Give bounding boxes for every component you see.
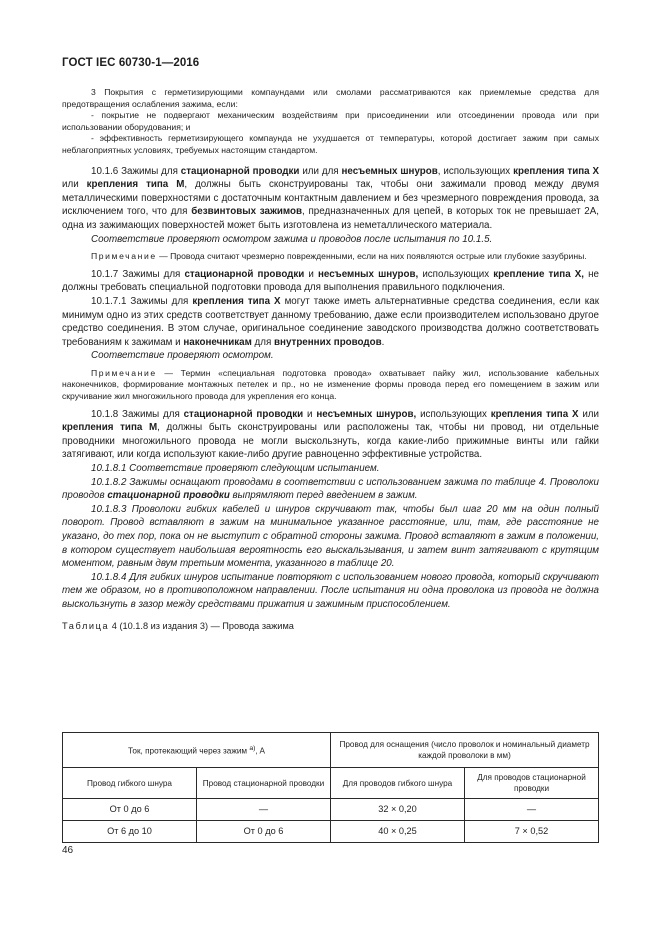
clause-10-1-7-1: 10.1.7.1 Зажимы для крепления типа X могут также иметь альтернативные средства соединения, если как минимум одно из этих средств соответствует данному требованию, даже если производителем использовано другое средство соединения. В этом случае, оригинальное соединение заводского производства должно соответствовать требованиям к зажимам и наконечникам для внутренних проводов. xyxy=(62,295,599,348)
table-header-row xyxy=(63,733,599,768)
clause-10-1-6-note: Примечание — Провода считают чрезмерно поврежденными, если на них появляются острые или глубокие зазубрины. xyxy=(91,251,587,262)
table-group-wire: Провод для оснащения (число проволок и номинальный диаметр каждой проволоки в мм) xyxy=(331,733,599,768)
table-cell: 32 × 0,20 xyxy=(331,799,465,821)
table-cell: От 0 до 6 xyxy=(63,799,197,821)
clause-10-1-6: 10.1.6 Зажимы для стационарной проводки или для несъемных шнуров, использующих крепления типа X или крепления типа M, должны быть сконструированы так, чтобы они зажимали провод между двумя металлическими поверхностями с достаточным контактным давлением и без чрезмерного повреждения провода, за исключением того, что для безвинтовых зажимов, предназначенных для цепей, в которых ток не превышает 2A, одна из зажимающих поверхностей может быть изготовлена из неметаллического материала. xyxy=(62,165,599,231)
table-subheader-row xyxy=(63,768,599,799)
clause-10-1-8-3: 10.1.8.3 Проволоки гибких кабелей и шнуров скручивают так, чтобы был шаг 20 мм на один полный поворот. Провод вставляют в зажим на минимальное указанное расстояние, или, там, где расстояние не указано, до тех пор, пока он не выступит с обратной стороны зажима. Провод вставляют в зажим в положении, в котором существует наибольшая вероятность его выскальзывания, и затем винт затягивают с крутящим моментом, равным двум третьим момента, указанного в таблице 20. xyxy=(62,503,599,570)
wire-table xyxy=(62,732,599,843)
table-col-flexible-wires: Для проводов гибкого шнура xyxy=(331,768,465,799)
table-row xyxy=(63,821,599,843)
table-cell: От 6 до 10 xyxy=(63,821,197,843)
clause-10-1-6-compliance: Соответствие проверяют осмотром зажима и проводов после испытания по 10.1.5. xyxy=(91,233,493,245)
clause-10-1-8-2: 10.1.8.2 Зажимы оснащают проводами в соответствии с использованием зажима по таблице 4. Проволоки проводов стационарной проводки выпрямляют перед введением в зажим. xyxy=(62,476,599,502)
table-cell: От 0 до 6 xyxy=(197,821,331,843)
page-number: 46 xyxy=(62,845,74,856)
clause-10-1-7: 10.1.7 Зажимы для стационарной проводки и несъемных шнуров, использующих крепление типа X, не должны требовать специальной подготовки провода для выполнения правильного подключения. xyxy=(62,268,599,294)
clause-10-1-7-1-compliance: Соответствие проверяют осмотром. xyxy=(91,350,274,362)
table-cell: 7 × 0,52 xyxy=(465,821,599,843)
table-caption: Таблица 4 (10.1.8 из издания 3) — Провода зажима xyxy=(62,620,294,631)
note-3-intro: 3 Покрытия с герметизирующими компаундами или смолами рассматриваются как приемлемые средства для предотвращения ослабления зажима, если: xyxy=(62,87,599,109)
note-3-item-1: - покрытие не подвергают механическим воздействиям при присоединении или отсоединении провода или при использовании оборудования; и xyxy=(62,110,599,132)
clause-10-1-8: 10.1.8 Зажимы для стационарной проводки и несъемных шнуров, использующих крепления типа X или крепления типа M, должны быть сконструированы или расположены так, чтобы ни провод, ни отдельные проводники многожильного провода не могли выскользнуть, когда какие-либо прижимные винты или гайки затягивают, или когда используют какие-либо другие равноценно эффективные устройства. xyxy=(62,408,599,461)
table-row xyxy=(63,799,599,821)
table-cell: 40 × 0,25 xyxy=(331,821,465,843)
clause-10-1-8-1: 10.1.8.1 Соответствие проверяют следующим испытанием. xyxy=(91,463,380,475)
clause-10-1-8-4: 10.1.8.4 Для гибких шнуров испытание повторяют с использованием нового провода, который скручивают тем же образом, но в противоположном направлении. После испытания ни одна проволока из провода не должна выскользнуть в зазор между средствами прижатия и зажимным приспособлением. xyxy=(62,571,599,610)
document-header: ГОСТ IEC 60730-1—2016 xyxy=(62,57,200,69)
note-3-item-2: - эффективность герметизирующего компаунда не ухудшается от температуры, которой достигает зажим при самых неблагоприятных условиях, требуемых настоящим стандартом. xyxy=(62,133,599,155)
table-col-fixed-wiring: Провод стационарной проводки xyxy=(197,768,331,799)
clause-10-1-7-1-note: Примечание — Термин «специальная подготовка провода» охватывает пайку жил, использование кабельных наконечников, формирование монтажных петелек и пр., но не изменение формы провода перед его помещением в зажим или скручивание жил многожильного провода для укрепления его конца. xyxy=(62,367,599,402)
table-col-fixed-wires: Для проводов стационарной проводки xyxy=(465,768,599,799)
document-body xyxy=(62,87,599,633)
table-group-current: Ток, протекающий через зажим $^{a)}$, A xyxy=(63,733,331,768)
table-cell: — xyxy=(197,799,331,821)
table-cell: — xyxy=(465,799,599,821)
table-col-flexible-cord: Провод гибкого шнура xyxy=(63,768,197,799)
